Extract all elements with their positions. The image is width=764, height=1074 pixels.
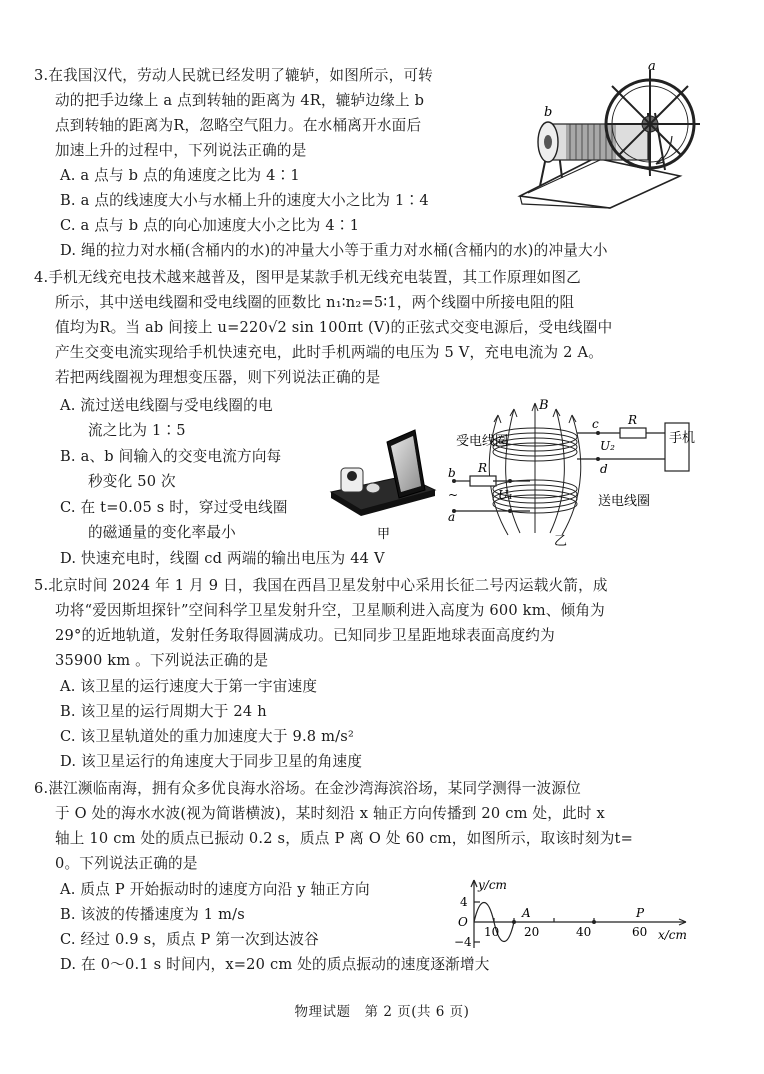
q6-option-c: C. 经过 0.9 s，质点 P 第一次到达波谷 bbox=[60, 931, 319, 948]
windlass-figure bbox=[500, 58, 700, 208]
q6-stem-line-2: 于 O 处的海水水波(视为简谐横波)，某时刻沿 x 轴正方向传播到 20 cm 处，此时 x bbox=[55, 805, 605, 822]
circuit-label-send-coil: 送电线圈 bbox=[598, 494, 651, 509]
wave-xtick-40: 40 bbox=[576, 925, 592, 939]
wave-ytick-neg4: −4 bbox=[454, 935, 472, 949]
q5-stem-line-4: 35900 km 。下列说法正确的是 bbox=[55, 652, 269, 669]
q5-stem-line-2: 功将“爱因斯坦探针”空间科学卫星发射升空，卫星顺利进入高度为 600 km、倾角为 bbox=[55, 602, 605, 619]
windlass-label-a: a bbox=[648, 59, 656, 74]
q3-option-d: D. 绳的拉力对水桶(含桶内的水)的冲量大小等于重力对水桶(含桶内的水)的冲量大小 bbox=[60, 242, 608, 259]
q4-option-c-cont: 的磁通量的变化率最小 bbox=[88, 524, 236, 541]
circuit-label-a: a bbox=[448, 510, 456, 524]
circuit-label-tilde: ~ bbox=[448, 488, 459, 502]
q6-option-b: B. 该波的传播速度为 1 m/s bbox=[60, 906, 245, 923]
wave-xtick-10: 10 bbox=[484, 925, 500, 939]
q3-option-c: C. a 点与 b 点的向心加速度大小之比为 4∶1 bbox=[60, 217, 360, 234]
q5-option-d: D. 该卫星运行的角速度大于同步卫星的角速度 bbox=[60, 753, 363, 770]
wave-origin: O bbox=[458, 915, 468, 929]
figure-jia-label: 甲 bbox=[377, 527, 391, 542]
circuit-label-U1: U₁ bbox=[498, 488, 513, 502]
charger-figure bbox=[325, 420, 445, 545]
circuit-label-c: c bbox=[592, 417, 599, 431]
q4-stem-line-5: 若把两线圈视为理想变压器，则下列说法正确的是 bbox=[55, 369, 381, 386]
q4-option-b-cont: 秒变化 50 次 bbox=[88, 473, 176, 490]
q3-stem-line-2: 动的把手边缘上 a 点到转轴的距离为 4R，辘轳边缘上 b bbox=[55, 92, 425, 109]
circuit-label-receive-coil: 受电线圈 bbox=[456, 434, 509, 449]
q5-stem-line-3: 29°的近地轨道，发射任务取得圆满成功。已知同步卫星距地球表面高度约为 bbox=[55, 627, 555, 644]
circuit-figure bbox=[440, 395, 696, 550]
q6-option-a: A. 质点 P 开始振动时的速度方向沿 y 轴正方向 bbox=[60, 881, 370, 898]
q4-stem-line-4: 产生交变电流实现给手机快速充电，此时手机两端的电压为 5 V，充电电流为 2 A。 bbox=[55, 344, 604, 361]
q6-option-d: D. 在 0～0.1 s 时间内，x=20 cm 处的质点振动的速度逐渐增大 bbox=[60, 956, 490, 973]
q4-stem-line-3: 值均为R。当 ab 间接上 u=220√2 sin 100πt (V)的正弦式交变电源后，受电线圈中 bbox=[55, 319, 613, 336]
q4-option-a-cont: 流之比为 1∶5 bbox=[88, 422, 186, 439]
q6-stem-line-4: 0。下列说法正确的是 bbox=[55, 855, 198, 872]
q4-option-d: D. 快速充电时，线圈 cd 两端的输出电压为 44 V bbox=[60, 550, 385, 567]
circuit-label-b: b bbox=[448, 466, 456, 480]
circuit-label-R-top: R bbox=[628, 413, 638, 427]
q3-stem-line-1: 3.在我国汉代，劳动人民就已经发明了辘轳，如图所示，可转 bbox=[34, 67, 433, 84]
q3-option-a: A. a 点与 b 点的角速度之比为 4∶1 bbox=[60, 167, 300, 184]
wave-ylabel: y/cm bbox=[478, 878, 507, 892]
wave-point-A: A bbox=[522, 906, 531, 920]
windlass-label-b: b bbox=[544, 105, 553, 120]
q5-option-a: A. 该卫星的运行速度大于第一宇宙速度 bbox=[60, 678, 318, 695]
q4-stem-line-2: 所示，其中送电线圈和受电线圈的匝数比 n₁∶n₂=5∶1，两个线圈中所接电阻的阻 bbox=[55, 294, 575, 311]
circuit-label-B: B bbox=[539, 398, 549, 413]
q3-option-b: B. a 点的线速度大小与水桶上升的速度大小之比为 1∶4 bbox=[60, 192, 429, 209]
wave-xtick-20: 20 bbox=[524, 925, 540, 939]
q6-stem-line-3: 轴上 10 cm 处的质点已振动 0.2 s，质点 P 离 O 处 60 cm，如图所示，取该时刻为t= bbox=[55, 830, 634, 847]
wave-xtick-60: 60 bbox=[632, 925, 648, 939]
q5-stem-line-1: 5.北京时间 2024 年 1 月 9 日，我国在西昌卫星发射中心采用长征二号丙运载火箭，成 bbox=[34, 577, 608, 594]
wave-ytick-4: 4 bbox=[460, 895, 468, 909]
q5-option-c: C. 该卫星轨道处的重力加速度大于 9.8 m/s² bbox=[60, 728, 355, 745]
circuit-label-R-bottom: R bbox=[478, 461, 488, 475]
page-footer: 物理试题 第 2 页(共 6 页) bbox=[294, 1004, 470, 1020]
wave-xlabel: x/cm bbox=[658, 928, 687, 942]
q3-stem-line-3: 点到转轴的距离为R，忽略空气阻力。在水桶离开水面后 bbox=[55, 117, 422, 134]
q4-option-a: A. 流过送电线圈与受电线圈的电 bbox=[60, 397, 273, 414]
circuit-label-phone: 手机 bbox=[669, 431, 696, 446]
circuit-label-U2: U₂ bbox=[600, 439, 615, 453]
q6-stem-line-1: 6.湛江濒临南海，拥有众多优良海水浴场。在金沙湾海滨浴场，某同学测得一波源位 bbox=[34, 780, 581, 797]
q4-option-b: B. a、b 间输入的交变电流方向每 bbox=[60, 448, 282, 465]
q5-option-b: B. 该卫星的运行周期大于 24 h bbox=[60, 703, 267, 720]
figure-yi-label: 乙 bbox=[554, 534, 568, 549]
q3-stem-line-4: 加速上升的过程中，下列说法正确的是 bbox=[55, 142, 307, 159]
circuit-label-d: d bbox=[600, 462, 608, 476]
wave-graph bbox=[450, 876, 692, 952]
wave-point-P: P bbox=[636, 906, 645, 920]
q4-option-c: C. 在 t=0.05 s 时，穿过受电线圈 bbox=[60, 499, 288, 516]
q4-stem-line-1: 4.手机无线充电技术越来越普及，图甲是某款手机无线充电装置，其工作原理如图乙 bbox=[34, 269, 581, 286]
